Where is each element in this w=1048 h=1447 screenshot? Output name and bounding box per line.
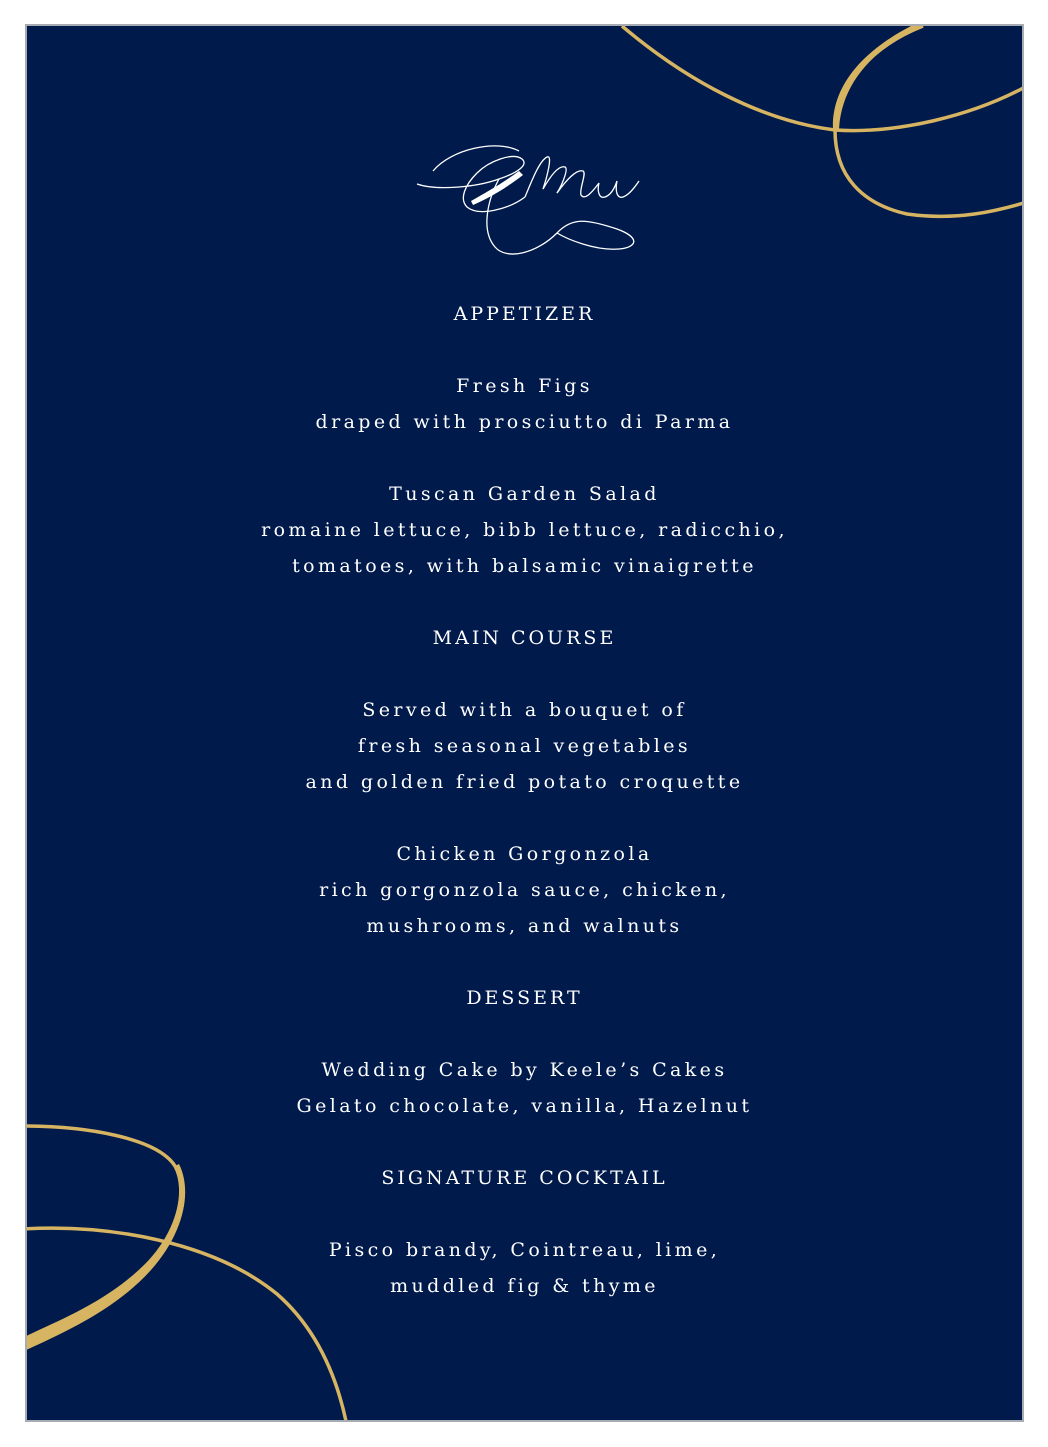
item-line: romaine lettuce, bibb lettuce, radicchio, — [261, 519, 788, 541]
item-line: Wedding Cake by Keele’s Cakes — [321, 1059, 728, 1081]
item-line: fresh seasonal vegetables — [357, 735, 692, 757]
menu-title-script — [407, 121, 647, 261]
menu-card — [25, 24, 1024, 1422]
menu-item — [27, 476, 1022, 584]
item-line: rich gorgonzola sauce, chicken, — [319, 879, 730, 901]
menu-section-dessert — [27, 980, 1022, 1124]
section-heading: SIGNATURE COCKTAIL — [381, 1167, 668, 1189]
item-line: Chicken Gorgonzola — [396, 843, 653, 865]
menu-section-signature-cocktail — [27, 1160, 1022, 1304]
item-line: draped with prosciutto di Parma — [315, 411, 734, 433]
menu-item — [27, 368, 1022, 440]
menu-item — [27, 1232, 1022, 1304]
item-line: mushrooms, and walnuts — [366, 915, 683, 937]
menu-section-main-course — [27, 620, 1022, 944]
item-line: Pisco brandy, Cointreau, lime, — [328, 1239, 721, 1261]
menu-item — [27, 692, 1022, 800]
section-heading: MAIN COURSE — [432, 627, 617, 649]
item-line: Tuscan Garden Salad — [389, 483, 660, 505]
section-heading: DESSERT — [466, 987, 583, 1009]
item-line: muddled fig & thyme — [390, 1275, 659, 1297]
menu-item — [27, 836, 1022, 944]
menu-section-appetizer — [27, 296, 1022, 584]
item-line: and golden fried potato croquette — [305, 771, 744, 793]
item-line: Served with a bouquet of — [362, 699, 687, 721]
item-line: Fresh Figs — [456, 375, 593, 397]
item-line: Gelato chocolate, vanilla, Hazelnut — [296, 1095, 753, 1117]
item-line: tomatoes, with balsamic vinaigrette — [292, 555, 757, 577]
menu-item — [27, 1052, 1022, 1124]
menu-content — [27, 296, 1022, 1304]
section-heading: APPETIZER — [453, 303, 596, 325]
